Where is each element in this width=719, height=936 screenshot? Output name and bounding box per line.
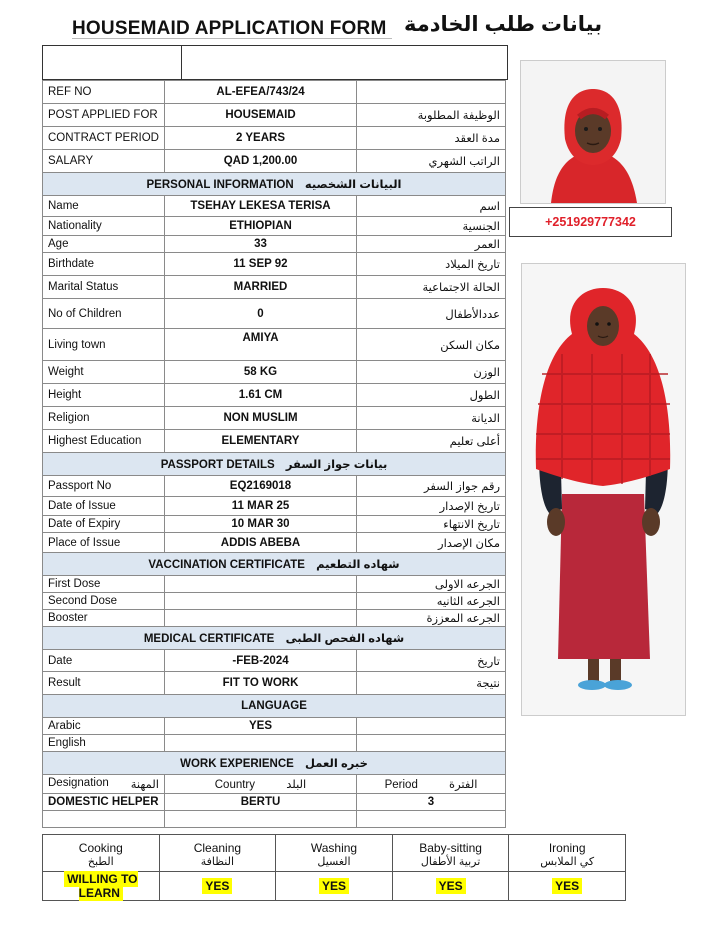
personal-row — [43, 196, 506, 217]
period-header — [357, 775, 506, 794]
section-title-ar: بيانات جواز السفر — [285, 459, 388, 471]
field-label-arabic: الديانة — [357, 407, 506, 430]
field-label-arabic: نتيجة — [357, 672, 506, 695]
field-label: Passport No — [43, 476, 165, 497]
salary-row — [43, 150, 506, 173]
personal-row — [43, 329, 506, 361]
person-standing-icon — [522, 264, 685, 715]
field-label: Name — [43, 196, 165, 217]
empty-cell — [165, 811, 357, 828]
skill-value: WILLING TO LEARN — [64, 871, 137, 901]
field-label: Height — [43, 384, 165, 407]
field-value: MARRIED — [165, 276, 357, 299]
section-title-en: PASSPORT DETAILS — [160, 459, 275, 471]
field-value: HOUSEMAID — [165, 104, 357, 127]
section-title-ar: شهاده التطعيم — [316, 559, 400, 571]
designation-header-en: Designation — [48, 777, 109, 789]
field-value: 33 — [165, 236, 357, 253]
section-passport-header — [43, 453, 506, 476]
field-label-arabic: الوظيفة المطلوبة — [357, 104, 506, 127]
field-label-arabic: العمر — [357, 236, 506, 253]
personal-row — [43, 407, 506, 430]
skill-washing-value — [276, 872, 393, 901]
field-label: Arabic — [43, 718, 165, 735]
field-value: ADDIS ABEBA — [165, 533, 357, 553]
section-work-header — [43, 752, 506, 775]
field-label-arabic: أعلى تعليم — [357, 430, 506, 453]
top-blank-cell-left — [43, 46, 182, 79]
skill-value: YES — [202, 878, 232, 894]
field-value: 1.61 CM — [165, 384, 357, 407]
field-label-arabic: الجرعه المعززة — [357, 610, 506, 627]
section-title — [43, 553, 506, 576]
field-value: ELEMENTARY — [165, 430, 357, 453]
work-column-headers — [43, 775, 506, 794]
section-title-ar: خبره العمل — [305, 758, 368, 770]
field-label: Booster — [43, 610, 165, 627]
top-blank-cell-right — [182, 46, 507, 79]
field-label-arabic: مدة العقد — [357, 127, 506, 150]
section-title-en: PERSONAL INFORMATION — [146, 179, 294, 191]
skill-cleaning-header — [159, 835, 276, 872]
field-value — [165, 576, 357, 593]
field-value: FIT TO WORK — [165, 672, 357, 695]
skill-name-arabic: الطبخ — [87, 855, 114, 868]
field-label: Date of Issue — [43, 497, 165, 516]
skill-name-arabic: كي الملابس — [540, 855, 595, 868]
field-label-arabic: رقم جواز السفر — [357, 476, 506, 497]
field-label: Nationality — [43, 217, 165, 236]
period-header-ar: الفترة — [449, 779, 478, 791]
field-label: English — [43, 735, 165, 752]
skill-name-arabic: النظافة — [200, 855, 235, 868]
field-label-arabic: الجرعه الثانيه — [357, 593, 506, 610]
field-label: Place of Issue — [43, 533, 165, 553]
phone-number: +251929777342 — [509, 207, 672, 237]
language-row — [43, 718, 506, 735]
field-label: POST APPLIED FOR — [43, 104, 165, 127]
field-label-arabic: تاريخ الميلاد — [357, 253, 506, 276]
field-value: QAD 1,200.00 — [165, 150, 357, 173]
section-title — [43, 695, 506, 718]
section-title-ar: البيانات الشخصيه — [304, 179, 402, 191]
personal-row — [43, 276, 506, 299]
field-value: 58 KG — [165, 361, 357, 384]
skill-name-arabic: الغسيل — [317, 855, 351, 868]
field-label-arabic: الراتب الشهري — [357, 150, 506, 173]
field-value — [165, 610, 357, 627]
vaccination-row — [43, 576, 506, 593]
skill-value: YES — [552, 878, 582, 894]
skill-babysitting-header — [392, 835, 509, 872]
skill-ironing-header — [509, 835, 626, 872]
passport-row — [43, 533, 506, 553]
medical-row — [43, 650, 506, 672]
personal-row — [43, 217, 506, 236]
field-value: AMIYA — [165, 329, 357, 361]
empty-cell — [357, 735, 506, 752]
field-label: Result — [43, 672, 165, 695]
field-value: 10 MAR 30 — [165, 516, 357, 533]
skills-table — [42, 834, 626, 901]
field-label-arabic: تاريخ الانتهاء — [357, 516, 506, 533]
empty-cell — [43, 811, 165, 828]
field-label-arabic: مكان الإصدار — [357, 533, 506, 553]
passport-row — [43, 497, 506, 516]
skill-cleaning-value — [159, 872, 276, 901]
personal-row — [43, 299, 506, 329]
personal-row — [43, 236, 506, 253]
country-header — [165, 775, 357, 794]
skill-ironing-value — [509, 872, 626, 901]
field-label-arabic: مكان السكن — [357, 329, 506, 361]
medical-row — [43, 672, 506, 695]
section-title — [43, 627, 506, 650]
section-language-header — [43, 695, 506, 718]
section-title-en: VACCINATION CERTIFICATE — [148, 559, 305, 571]
section-personal-header — [43, 173, 506, 196]
work-designation: DOMESTIC HELPER — [43, 794, 165, 811]
field-label-arabic: اسم — [357, 196, 506, 217]
field-value: NON MUSLIM — [165, 407, 357, 430]
skill-name: Baby-sitting — [419, 840, 482, 855]
work-row — [43, 794, 506, 811]
field-value: ETHIOPIAN — [165, 217, 357, 236]
field-label: Date — [43, 650, 165, 672]
field-label-arabic: الوزن — [357, 361, 506, 384]
skill-cooking-header — [43, 835, 160, 872]
skill-value: YES — [436, 878, 466, 894]
field-label: Living town — [43, 329, 165, 361]
skill-name: Ironing — [548, 840, 586, 855]
section-title-en: MEDICAL CERTIFICATE — [143, 633, 275, 645]
field-value: 11 MAR 25 — [165, 497, 357, 516]
designation-header-ar: المهنة — [130, 779, 159, 791]
top-blank-box — [42, 45, 508, 80]
contract-row — [43, 127, 506, 150]
applicant-portrait-photo — [520, 60, 666, 204]
empty-cell — [357, 718, 506, 735]
skill-value: YES — [319, 878, 349, 894]
work-country: BERTU — [165, 794, 357, 811]
person-headshot-icon — [521, 61, 665, 203]
country-header-ar: البلد — [286, 779, 307, 791]
field-value — [165, 735, 357, 752]
field-label: No of Children — [43, 299, 165, 329]
field-label: Date of Expiry — [43, 516, 165, 533]
work-row-empty — [43, 811, 506, 828]
designation-header — [43, 775, 165, 794]
post-row — [43, 104, 506, 127]
skill-name: Cleaning — [193, 840, 242, 855]
title-underline — [72, 38, 392, 39]
section-title — [43, 752, 506, 775]
skill-cooking-value — [43, 872, 160, 901]
field-label: Marital Status — [43, 276, 165, 299]
field-label-arabic — [357, 81, 506, 104]
section-vaccination-header — [43, 553, 506, 576]
form-title-arabic: بيانات طلب الخادمة — [404, 13, 603, 36]
country-header-en: Country — [214, 779, 256, 791]
section-medical-header — [43, 627, 506, 650]
field-label: Highest Education — [43, 430, 165, 453]
field-value: 0 — [165, 299, 357, 329]
field-label-arabic: الجرعه الاولى — [357, 576, 506, 593]
form-title: HOUSEMAID APPLICATION FORM — [72, 18, 387, 39]
field-value: -FEB-2024 — [165, 650, 357, 672]
field-label-arabic: تاريخ الإصدار — [357, 497, 506, 516]
field-label-arabic: الجنسية — [357, 217, 506, 236]
section-title — [43, 453, 506, 476]
skill-babysitting-value — [392, 872, 509, 901]
personal-row — [43, 253, 506, 276]
section-title — [43, 173, 506, 196]
section-title-en: LANGUAGE — [241, 700, 307, 712]
work-period: 3 — [357, 794, 506, 811]
language-row — [43, 735, 506, 752]
skills-value-row — [43, 872, 626, 901]
personal-row — [43, 384, 506, 407]
ref-row — [43, 81, 506, 104]
field-label: SALARY — [43, 150, 165, 173]
skills-header-row — [43, 835, 626, 872]
field-label-arabic: عددالأطفال — [357, 299, 506, 329]
vaccination-row — [43, 593, 506, 610]
field-label: Birthdate — [43, 253, 165, 276]
field-value: AL-EFEA/743/24 — [165, 81, 357, 104]
field-label-arabic: الطول — [357, 384, 506, 407]
field-value — [165, 593, 357, 610]
field-value: YES — [165, 718, 357, 735]
application-table — [42, 80, 506, 828]
passport-row — [43, 476, 506, 497]
skill-washing-header — [276, 835, 393, 872]
field-label-arabic: الحالة الاجتماعية — [357, 276, 506, 299]
field-value: 2 YEARS — [165, 127, 357, 150]
field-label: REF NO — [43, 81, 165, 104]
field-label: CONTRACT PERIOD — [43, 127, 165, 150]
applicant-full-body-photo — [521, 263, 686, 716]
field-label: Weight — [43, 361, 165, 384]
personal-row — [43, 361, 506, 384]
empty-cell — [357, 811, 506, 828]
vaccination-row — [43, 610, 506, 627]
passport-row — [43, 516, 506, 533]
field-value: 11 SEP 92 — [165, 253, 357, 276]
field-label: Religion — [43, 407, 165, 430]
section-title-en: WORK EXPERIENCE — [180, 758, 294, 770]
field-label: First Dose — [43, 576, 165, 593]
skill-name: Washing — [310, 840, 358, 855]
skill-name: Cooking — [78, 840, 123, 855]
period-header-en: Period — [384, 779, 418, 791]
field-value: TSEHAY LEKESA TERISA — [165, 196, 357, 217]
field-label: Age — [43, 236, 165, 253]
personal-row — [43, 430, 506, 453]
field-label-arabic: تاريخ — [357, 650, 506, 672]
field-label: Second Dose — [43, 593, 165, 610]
section-title-ar: شهاده الفحص الطبى — [285, 633, 405, 645]
skill-name-arabic: تربية الأطفال — [420, 855, 481, 868]
field-value: EQ2169018 — [165, 476, 357, 497]
